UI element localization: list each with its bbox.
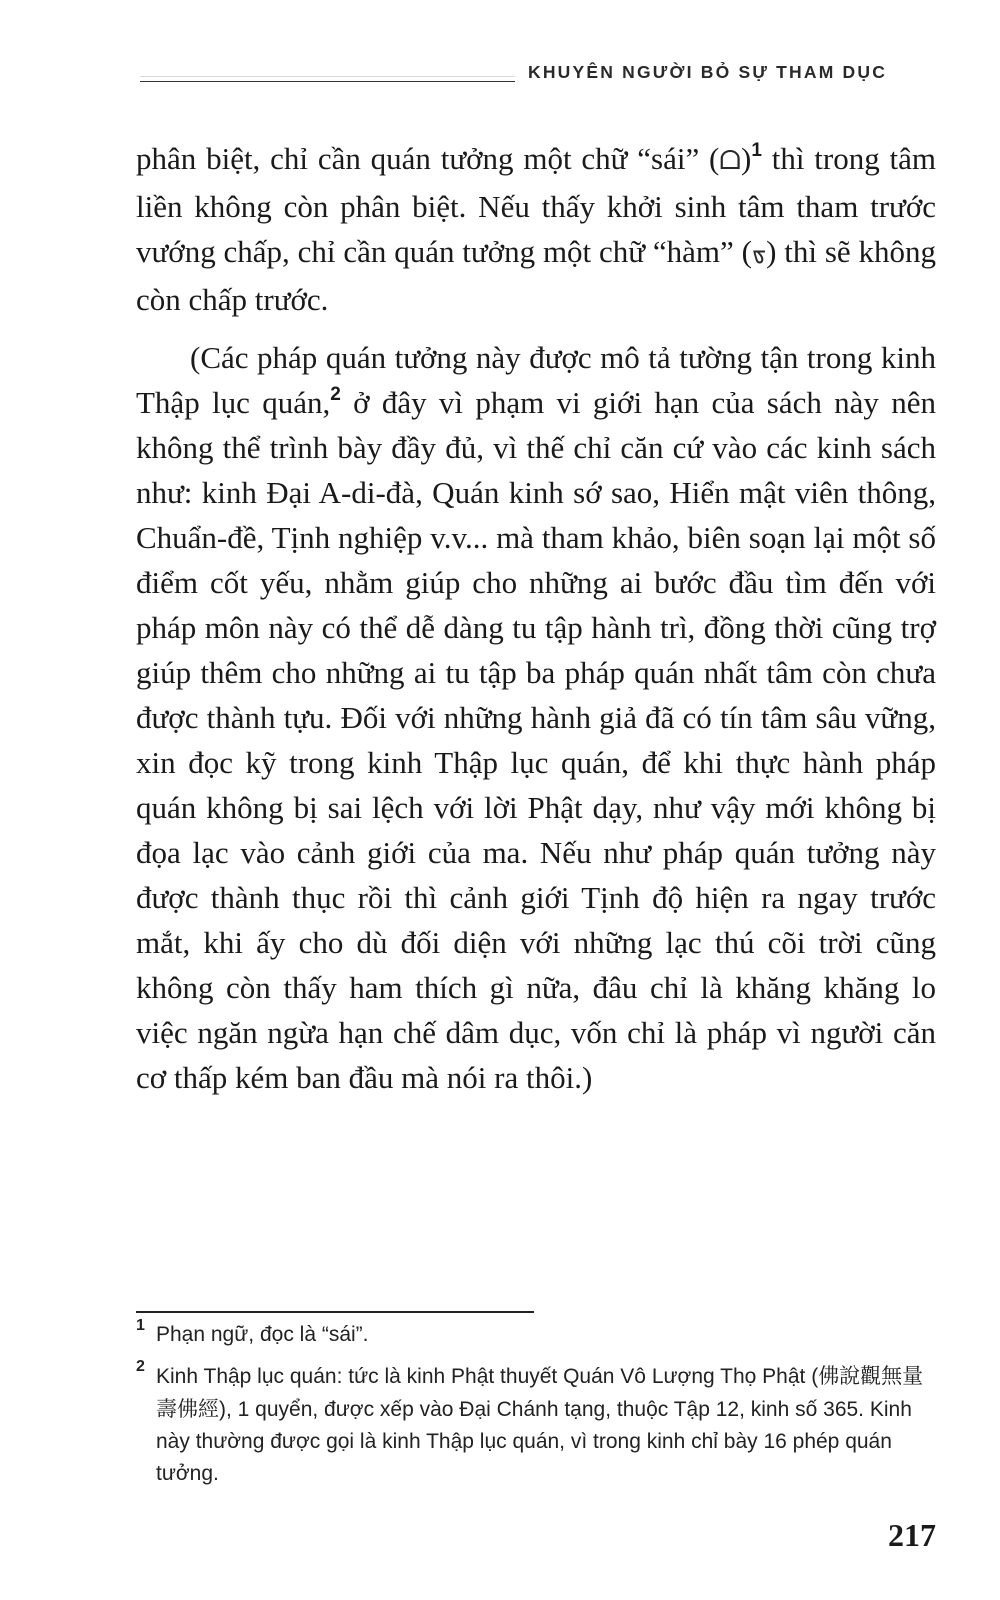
- para2-text-b: ở đây vì phạm vi giới hạn của sách này nên không thể trình bày đầy đủ, vì thế chỉ căn cứ vào các kinh sách như: kinh Đại A-di-đà, Quán kinh sớ sao, Hiển mật viên thông, Chuẩn-đề, Tịnh nghiệp v.v... mà tham khảo, biên soạn lại một số điểm cốt yếu, nhằm giúp cho những ai bước đầu tìm đến với pháp môn này có thể dễ dàng tu tập hành trì, đồng thời cũng trợ giúp thêm cho những ai tu tập ba pháp quán nhất tâm còn chưa được thành tựu. Đối với những hành giả đã có tín tâm sâu vững, xin đọc kỹ trong kinh Thập lục quán, để khi thực hành pháp quán không bị sai lệch với lời Phật dạy, như vậy mới không bị đọa lạc vào cảnh giới của ma. Nếu như pháp quán tưởng này được thành thục rồi thì cảnh giới Tịnh độ hiện ra ngay trước mắt, khi ấy cho dù đối diện với những lạc thú cõi trời cũng không còn thấy ham thích gì nữa, đâu chỉ là khăng khăng lo việc ngăn ngừa hạn chế dâm dục, vốn chỉ là pháp vì người căn cơ thấp kém ban đầu mà nói ra thôi.): [136, 385, 937, 1095]
- para2-text-a: (Các pháp quán tưởng này được mô tả tường tận trong kinh Thập lục quán,: [136, 340, 936, 420]
- footnote-2-cjk-title: 佛說觀無量壽佛經: [156, 1364, 924, 1421]
- footnote-2-text-b: ), 1 quyển, được xếp vào Đại Chánh tạng, thuộc Tập 12, kinh số 365. Kinh này thường được gọi là kinh Thập lục quán, vì trong kinh chỉ bày 16 phép quán tưởng.: [156, 1398, 912, 1485]
- footnote-1: [136, 1319, 936, 1351]
- header-rule-shadow: [140, 76, 515, 77]
- para1-text-c: thì trong tâm liền không còn phân biệt. Nếu thấy khởi sinh tâm tham trước vướng chấp, chỉ cần quán tưởng một chữ “hàm” (: [136, 141, 936, 269]
- siddham-ham-glyph: ᢐ: [751, 239, 767, 269]
- para1-text-b: ): [740, 141, 752, 176]
- footnote-2-number: 2: [136, 1358, 145, 1375]
- paragraph-1: [136, 136, 936, 322]
- footnote-ref-2[interactable]: 2: [330, 384, 341, 405]
- footnote-ref-1[interactable]: 1: [751, 140, 762, 161]
- paragraph-2: [136, 335, 936, 1100]
- para1-text-a: phân biệt, chỉ cần quán tưởng một chữ “sái” (: [136, 141, 720, 176]
- header-rule: [140, 81, 515, 82]
- footnote-separator: [136, 1311, 534, 1313]
- footnote-1-number: 1: [136, 1317, 145, 1334]
- footnotes: [136, 1319, 936, 1490]
- running-head-title: KHUYÊN NGƯỜI BỎ SỰ THAM DỤC: [528, 62, 888, 82]
- page-number: 217: [888, 1517, 936, 1553]
- footnote-2-text-a: Kinh Thập lục quán: tức là kinh Phật thuyết Quán Vô Lượng Thọ Phật (: [156, 1365, 819, 1388]
- body-text: [136, 136, 936, 1100]
- siddham-sai-glyph: ᗝ: [719, 146, 741, 176]
- para1-text-d: ) thì sẽ không còn chấp trước.: [136, 234, 937, 317]
- footnote-1-text: Phạn ngữ, đọc là “sái”.: [156, 1323, 369, 1346]
- footnote-2: [136, 1360, 936, 1490]
